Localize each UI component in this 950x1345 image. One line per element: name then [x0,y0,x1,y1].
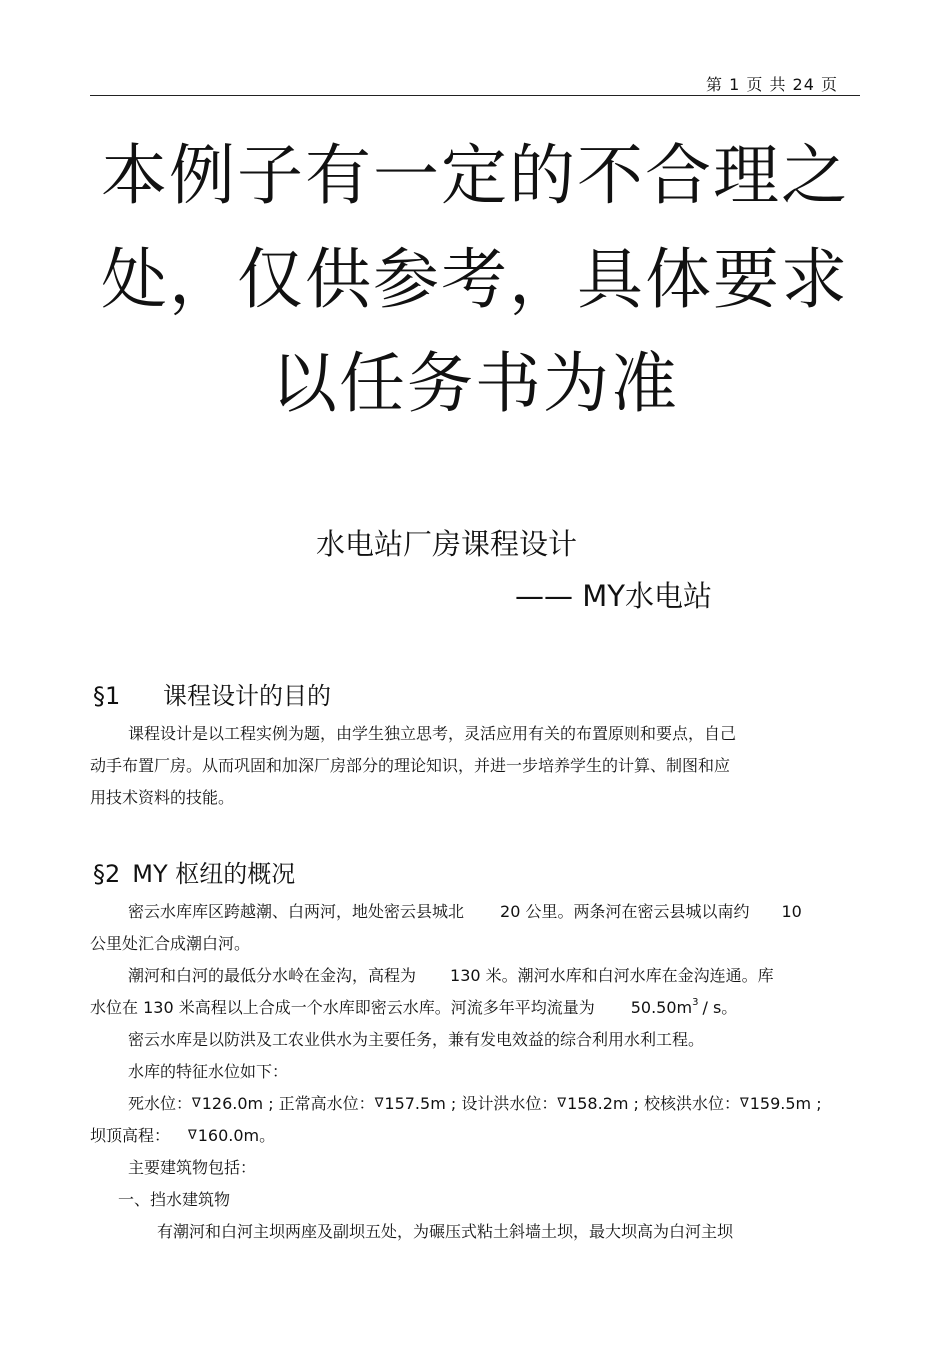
subsection-heading: 一、挡水建筑物 [118,1190,231,1209]
paragraph-line: 有潮河和白河主坝两座及副坝五处，为碾压式粘土斜墙土坝，最大坝高为白河主坝 [157,1222,734,1241]
triangle-icon: ∇ [374,1096,384,1111]
section-1-heading [93,676,331,711]
level-value: 159.5m ; [749,1094,822,1113]
text-run: / s。 [702,998,738,1017]
level-value: 158.2m ; [567,1094,645,1113]
text-run: 水位在 130 米高程以上合成一个水库即密云水库。河流多年平均流量为 [90,998,595,1017]
paragraph-line [90,896,860,928]
text-run: 50.50m [630,998,693,1017]
paragraph-line [90,960,860,992]
paragraph-line: 公里处汇合成潮白河。 [90,934,251,953]
level-label: 正常高水位： [278,1094,375,1113]
level-label: 坝顶高程： [90,1126,171,1145]
paragraph-line: 动手布置厂房。从而巩固和加深厂房部分的理论知识，并进一步培养学生的计算、制图和应 [90,756,731,775]
paragraph-line [90,992,860,1024]
paragraph-line: 用技术资料的技能。 [90,788,235,807]
section-1-paragraph [90,718,860,814]
paragraph-line: 课程设计是以工程实例为题，由学生独立思考，灵活应用有关的布置原则和要点，自己 [128,724,737,743]
water-levels-line [90,1120,860,1152]
section-1-number: §1 [93,682,121,710]
triangle-icon: ∇ [188,1128,197,1143]
notice-line-2: 处，仅供参考，具体要求 [101,241,849,318]
level-value: 160.0m。 [197,1126,276,1145]
section-1-title: 课程设计的目的 [163,682,331,710]
level-value: 157.5m ; [384,1094,462,1113]
paragraph-line: 水库的特征水位如下： [128,1062,289,1081]
text-run: 密云水库库区跨越潮、白两河，地处密云县城北 [128,902,465,921]
level-label: 死水位： [128,1094,193,1113]
notice-title [90,124,860,436]
superscript: 3 [692,997,699,1008]
notice-line-3: 以任务书为准 [271,345,679,422]
section-2-heading [93,854,295,889]
text-run: 130 米。潮河水库和白河水库在金沟连通。库 [450,966,774,985]
water-levels-line [90,1088,860,1120]
notice-line-1: 本例子有一定的不合理之 [101,137,849,214]
section-2-body [90,896,860,1248]
paragraph-line: 密云水库是以防洪及工农业供水为主要任务，兼有发电效益的综合利用水利工程。 [128,1030,705,1049]
level-value: 126.0m ; [201,1094,279,1113]
text-run: 20 公里。两条河在密云县城以南约 [500,902,750,921]
triangle-icon: ∇ [740,1096,749,1111]
page-number: 第 1 页 共 24 页 [706,75,838,94]
text-run: 潮河和白河的最低分水岭在金沟，高程为 [128,966,417,985]
section-2-title: MY 枢纽的概况 [132,860,296,888]
triangle-icon: ∇ [192,1096,201,1111]
text-run: 10 [781,902,802,921]
document-title: 水电站厂房课程设计 [316,527,578,561]
triangle-icon: ∇ [557,1096,567,1111]
level-label: 校核洪水位： [644,1094,741,1113]
page-header [90,68,860,96]
section-2-number: §2 [93,860,121,888]
paragraph-line: 主要建筑物包括： [128,1158,257,1177]
document-subtitle: —— MY水电站 [515,579,712,613]
level-label: 设计洪水位： [461,1094,558,1113]
